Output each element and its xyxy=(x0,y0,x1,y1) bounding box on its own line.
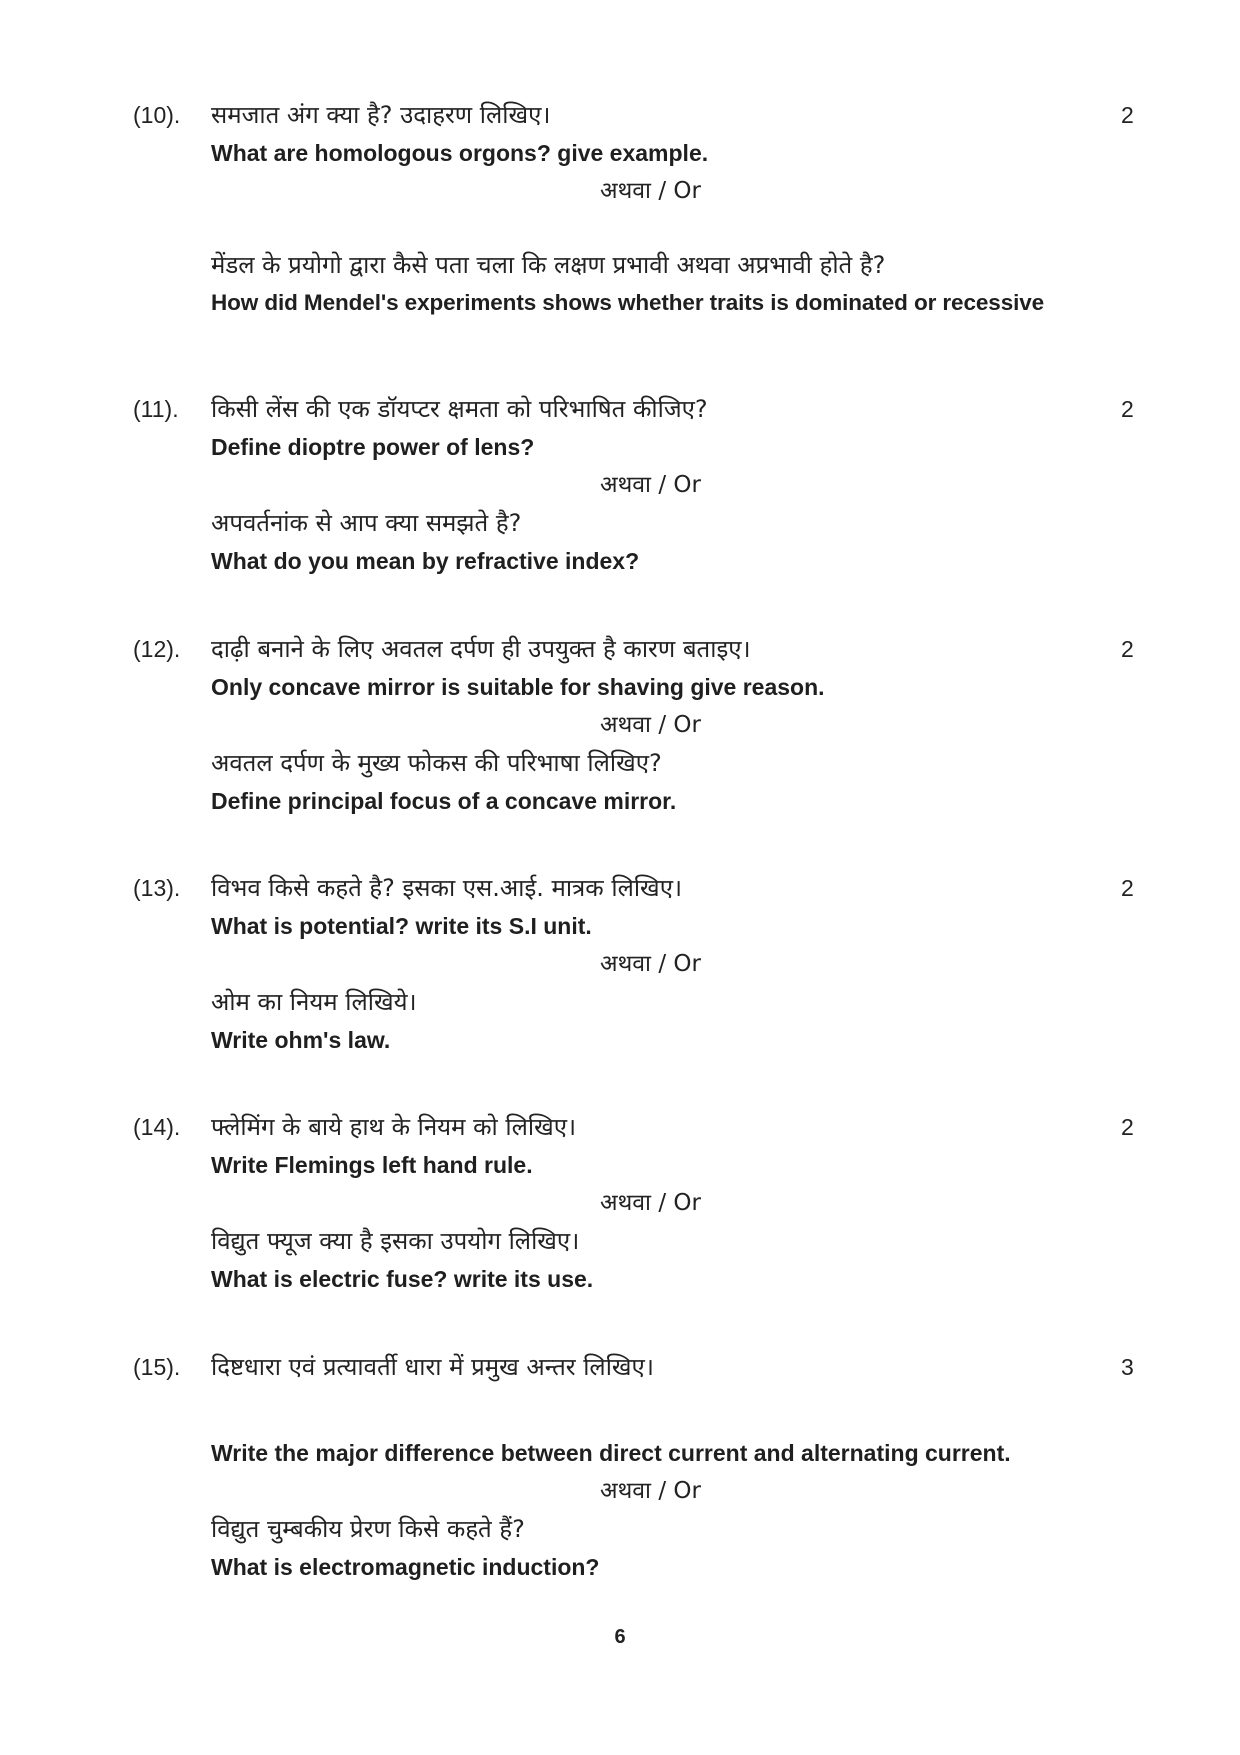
or-separator: अथवा / Or xyxy=(600,472,701,498)
question-english: Only concave mirror is suitable for shaving give reason. xyxy=(211,674,825,700)
question-number: (13). xyxy=(133,875,181,901)
question-english: What is potential? write its S.I unit. xyxy=(211,913,592,939)
question-marks: 2 xyxy=(1121,636,1134,662)
question-marks: 2 xyxy=(1121,1114,1134,1140)
alternative-question-english: What is electromagnetic induction? xyxy=(211,1554,600,1580)
or-separator: अथवा / Or xyxy=(600,178,701,204)
page-number: 6 xyxy=(614,1626,626,1648)
alternative-question-hindi: अपवर्तनांक से आप क्या समझते है? xyxy=(211,509,522,537)
alternative-question-hindi: विद्युत चुम्बकीय प्रेरण किसे कहते हैं? xyxy=(211,1515,525,1543)
alternative-question-hindi: विद्युत फ्यूज क्या है इसका उपयोग लिखिए। xyxy=(211,1227,580,1255)
question-hindi: समजात अंग क्या है? उदाहरण लिखिए। xyxy=(211,101,551,129)
alternative-question-english: How did Mendel's experiments shows whether traits is dominated or recessive xyxy=(211,290,1045,315)
alternative-question-english: What do you mean by refractive index? xyxy=(211,548,640,574)
question-marks: 2 xyxy=(1121,102,1134,128)
or-separator: अथवा / Or xyxy=(600,1190,701,1216)
alternative-question-english: Write ohm's law. xyxy=(211,1027,391,1053)
question-marks: 3 xyxy=(1121,1354,1134,1380)
question-number: (15). xyxy=(133,1354,181,1380)
question-english: What are homologous orgons? give example. xyxy=(211,140,709,166)
question-hindi: दाढ़ी बनाने के लिए अवतल दर्पण ही उपयुक्त है कारण बताइए। xyxy=(211,635,751,663)
or-separator: अथवा / Or xyxy=(600,1478,701,1504)
question-number: (14). xyxy=(133,1114,181,1140)
alternative-question-english: What is electric fuse? write its use. xyxy=(211,1266,594,1292)
question-number: (11). xyxy=(133,396,179,422)
or-separator: अथवा / Or xyxy=(600,951,701,977)
alternative-question-hindi: ओम का नियम लिखिये। xyxy=(211,988,417,1016)
question-hindi: विभव किसे कहते है? इसका एस.आई. मात्रक लिखिए। xyxy=(211,874,683,902)
or-separator: अथवा / Or xyxy=(600,712,701,738)
question-marks: 2 xyxy=(1121,396,1134,422)
question-number: (10). xyxy=(133,102,181,128)
alternative-question-english: Define principal focus of a concave mirror. xyxy=(211,788,677,814)
question-marks: 2 xyxy=(1121,875,1134,901)
alternative-question-hindi: मेंडल के प्रयोगो द्वारा कैसे पता चला कि लक्षण प्रभावी अथवा अप्रभावी होते है? xyxy=(211,251,886,279)
question-english: Define dioptre power of lens? xyxy=(211,434,535,460)
alternative-question-hindi: अवतल दर्पण के मुख्य फोकस की परिभाषा लिखिए? xyxy=(211,749,662,777)
question-hindi: दिष्टधारा एवं प्रत्यावर्ती धारा में प्रमुख अन्तर लिखिए। xyxy=(211,1353,654,1381)
question-english: Write Flemings left hand rule. xyxy=(211,1152,533,1178)
question-hindi: किसी लेंस की एक डॉयप्टर क्षमता को परिभाषित कीजिए? xyxy=(211,395,708,423)
question-number: (12). xyxy=(133,636,181,662)
question-hindi: फ्लेमिंग के बाये हाथ के नियम को लिखिए। xyxy=(211,1113,577,1141)
question-english: Write the major difference between direct current and alternating current. xyxy=(211,1440,1011,1466)
